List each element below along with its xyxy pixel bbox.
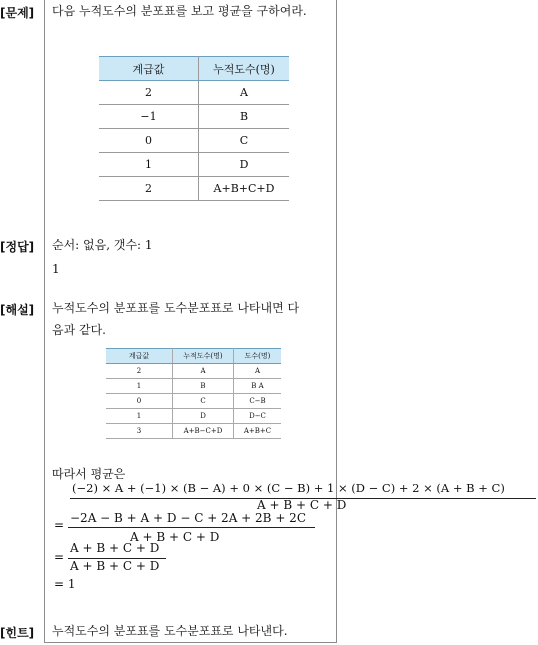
hint-text: 누적도수의 분포표를 도수분포표로 나타낸다. — [52, 624, 288, 638]
table-cell: D — [199, 153, 290, 177]
table-row — [106, 364, 281, 379]
table-row — [99, 81, 289, 105]
table-row — [106, 409, 281, 424]
formula2-numerator: −2A − B + A + D − C + 2A + 2B + 2C — [70, 511, 306, 525]
table-cell: −1 — [99, 105, 199, 129]
equals-sign: = — [54, 518, 65, 532]
table-cell: C — [173, 394, 234, 409]
problem-label: [문제] — [0, 6, 35, 20]
table-cell: B — [173, 379, 234, 394]
formula3-denominator: A + B + C + D — [70, 559, 160, 573]
formula2-denominator: A + B + C + D — [130, 530, 220, 544]
explanation-label: [해설] — [0, 303, 35, 317]
answer-line2: 1 — [52, 262, 60, 276]
formula-result: = 1 — [54, 577, 76, 591]
table-cell: A+B−C+D — [173, 424, 234, 439]
table-cell: 2 — [99, 81, 199, 105]
table-cell: B A — [234, 379, 282, 394]
table2-header-cumfreq: 누적도수(명) — [173, 349, 234, 364]
table-cell: A — [199, 81, 290, 105]
table-row — [106, 379, 281, 394]
table-cell: A+B+C — [234, 424, 282, 439]
hint-label: [힌트] — [0, 626, 35, 640]
table2-header-freq: 도수(명) — [234, 349, 282, 364]
table-cell: C — [199, 129, 290, 153]
fraction-bar — [68, 527, 315, 528]
formula1-denominator: A + B + C + D — [257, 498, 347, 512]
table1-header-class: 계급값 — [99, 57, 199, 81]
formula1-numerator: (−2) × A + (−1) × (B − A) + 0 × (C − B) + 1 × (D − C) + 2 × (A + B + C) — [72, 481, 505, 495]
table-cell: 1 — [106, 409, 173, 424]
table-cell: 2 — [99, 177, 199, 201]
problem-text: 다음 누적도수의 분포표를 보고 평균을 구하여라. — [52, 4, 307, 18]
answer-line1: 순서: 없음, 갯수: 1 — [52, 238, 153, 252]
cumulative-table — [99, 56, 289, 201]
table-cell: B — [199, 105, 290, 129]
table-cell: 1 — [99, 153, 199, 177]
answer-label: [정답] — [0, 240, 35, 254]
table-cell: C−B — [234, 394, 282, 409]
table-cell: A — [234, 364, 282, 379]
table-cell: A+B+C+D — [199, 177, 290, 201]
table-cell: A — [173, 364, 234, 379]
equals-sign: = — [54, 550, 65, 564]
table-cell: 2 — [106, 364, 173, 379]
table2-header-class: 계급값 — [106, 349, 173, 364]
table-row — [99, 153, 289, 177]
formula3-numerator: A + B + C + D — [70, 541, 160, 555]
table1-header-cumfreq: 누적도수(명) — [199, 57, 290, 81]
table-cell: 3 — [106, 424, 173, 439]
table-row — [99, 129, 289, 153]
explanation-line1: 누적도수의 분포표를 도수분포표로 나타내면 다 — [52, 301, 300, 315]
table-cell: 0 — [106, 394, 173, 409]
table-cell: 1 — [106, 379, 173, 394]
table-row — [106, 394, 281, 409]
explanation-line3: 따라서 평균은 — [52, 467, 126, 481]
table-cell: D−C — [234, 409, 282, 424]
table-row — [106, 424, 281, 439]
table-cell: D — [173, 409, 234, 424]
frequency-table — [106, 348, 281, 439]
table-row — [99, 105, 289, 129]
table-cell: 0 — [99, 129, 199, 153]
table-row — [99, 177, 289, 201]
explanation-line2: 음과 같다. — [52, 323, 106, 337]
